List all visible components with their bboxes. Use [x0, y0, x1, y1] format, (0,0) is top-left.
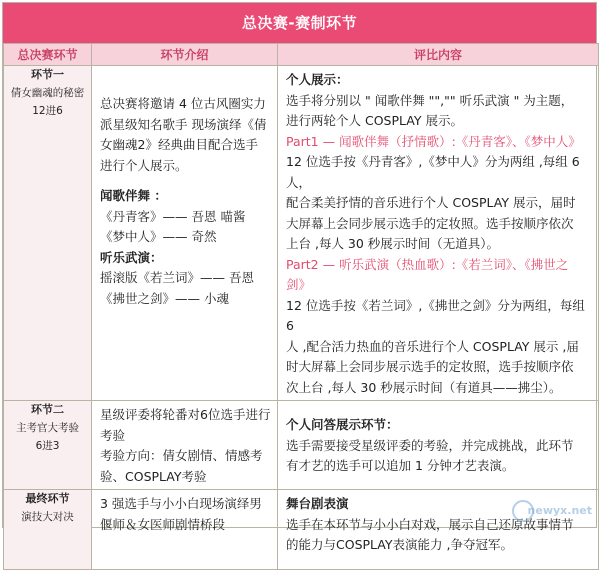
judge-cell — [278, 66, 599, 401]
intro-cell — [92, 401, 278, 490]
intro-subheading: 听乐武演： — [100, 249, 163, 265]
judge-line: 选手在本环节与小小白对戏，展示自己还原故事情节 — [286, 516, 574, 532]
header-intro: 环节介绍 — [92, 44, 278, 66]
judge-line: 选手需要接受星级评委的考验，并完成挑战，此环节 — [286, 437, 574, 453]
round-count: 6进3 — [35, 440, 60, 452]
intro-line: 星级评委将轮番对6位选手进行 — [100, 407, 271, 422]
song-line: 《丹青客》—— 吾恩 喵酱 — [100, 208, 246, 224]
judge-line: 的能力与COSPLAY表演能力 ,争夺冠军。 — [286, 537, 513, 552]
judge-heading: 舞台剧表演 — [286, 496, 349, 511]
header-judge: 评比内容 — [278, 44, 599, 66]
round-name: 最终环节 — [25, 492, 70, 505]
table-row — [4, 66, 599, 401]
round-cell — [4, 490, 92, 570]
round-cell — [4, 66, 92, 401]
intro-line: 总决赛将邀请 4 位古风圈实力 — [100, 96, 266, 111]
header-row — [4, 44, 599, 66]
round-count: 12进6 — [32, 105, 63, 117]
judge-line: 配合柔美抒情的音乐进行个人 COSPLAY 展示，届时 — [286, 195, 576, 210]
judge-line: 12 位选手按《若兰词》,《拂世之剑》分为两组，每组 6 — [286, 297, 585, 333]
round-subtitle: 倩女幽魂的秘密 — [10, 87, 85, 99]
header-round: 总决赛环节 — [4, 44, 92, 66]
intro-line: 女幽魂2》经典曲目配合选手 — [100, 137, 258, 152]
rules-grid — [3, 43, 599, 570]
competition-table — [2, 2, 597, 552]
judge-heading: 个人问答展示环节： — [286, 417, 399, 432]
round-subtitle: 主考官大考验 — [16, 422, 79, 434]
intro-subheading: 闻歌伴舞 ： — [100, 188, 167, 203]
judge-cell — [278, 401, 599, 490]
intro-line: 考验 — [100, 427, 126, 443]
intro-line: 偃师＆女医师剧情桥段 — [100, 516, 226, 532]
round-name: 环节二 — [31, 403, 64, 416]
song-line: 《拂世之剑》—— 小魂 — [100, 290, 229, 306]
judge-line: 次上台 ,每人 30 秒展示时间（有道具——拂尘）。 — [286, 379, 562, 395]
part2-heading-cont: 剑》 — [286, 277, 312, 292]
round-name: 环节一 — [31, 68, 64, 81]
judge-line: 人 ,配合活力热血的音乐进行个人 COSPLAY 展示 ,届 — [286, 338, 579, 354]
judge-line: 选手将分别以 " 闻歌伴舞 "","" 听乐武演 " 为主题， — [286, 92, 574, 108]
judge-line: 进行两轮个人 COSPLAY 展示。 — [286, 113, 463, 128]
round-cell — [4, 401, 92, 490]
intro-line: 派星级知名歌手 现场演绎《倩 — [100, 116, 267, 132]
intro-cell — [92, 490, 278, 570]
judge-line: 有才艺的选手可以追加 1 分钟才艺表演。 — [286, 458, 515, 473]
table-title: 总决赛-赛制环节 — [3, 3, 596, 43]
table-row — [4, 490, 599, 570]
part2-heading: Part2 — 听乐武演（热血歌）:《若兰词》、《拂世之 — [286, 256, 569, 272]
part1-heading: Part1 — 闻歌伴舞（抒情歌）:《丹青客》、《梦中人》 — [286, 133, 581, 149]
table-row — [4, 401, 599, 490]
site-watermark — [512, 498, 592, 524]
intro-cell — [92, 66, 278, 401]
intro-line: 3 强选手与小小白现场演绎男 — [100, 496, 262, 511]
judge-line: 时大屏幕上会同步展示选手的定妆照，选手按顺序依 — [286, 359, 574, 374]
intro-line: 进行个人展示。 — [100, 157, 188, 173]
judge-line: 上台 ,每人 30 秒展示时间（无道具）。 — [286, 236, 500, 251]
judge-line: 大屏幕上会同步展示选手的定妆照。选手按顺序依次 — [286, 215, 574, 231]
judge-line: 12 位选手按《丹青客》,《梦中人》分为两组 ,每组 6 人， — [286, 154, 580, 190]
judge-heading: 个人展示： — [286, 72, 349, 87]
song-line: 摇滚版《若兰词》—— 吾恩 — [100, 270, 254, 285]
watermark-logo-icon — [512, 500, 534, 522]
song-line: 《梦中人》—— 奇然 — [100, 229, 217, 244]
round-subtitle: 演技大对决 — [21, 511, 74, 523]
intro-line: 考验方向：倩女剧情、情感考 — [100, 448, 263, 463]
watermark-text: newyx.net — [527, 504, 592, 517]
intro-line: 验、COSPLAY考验 — [100, 468, 207, 484]
